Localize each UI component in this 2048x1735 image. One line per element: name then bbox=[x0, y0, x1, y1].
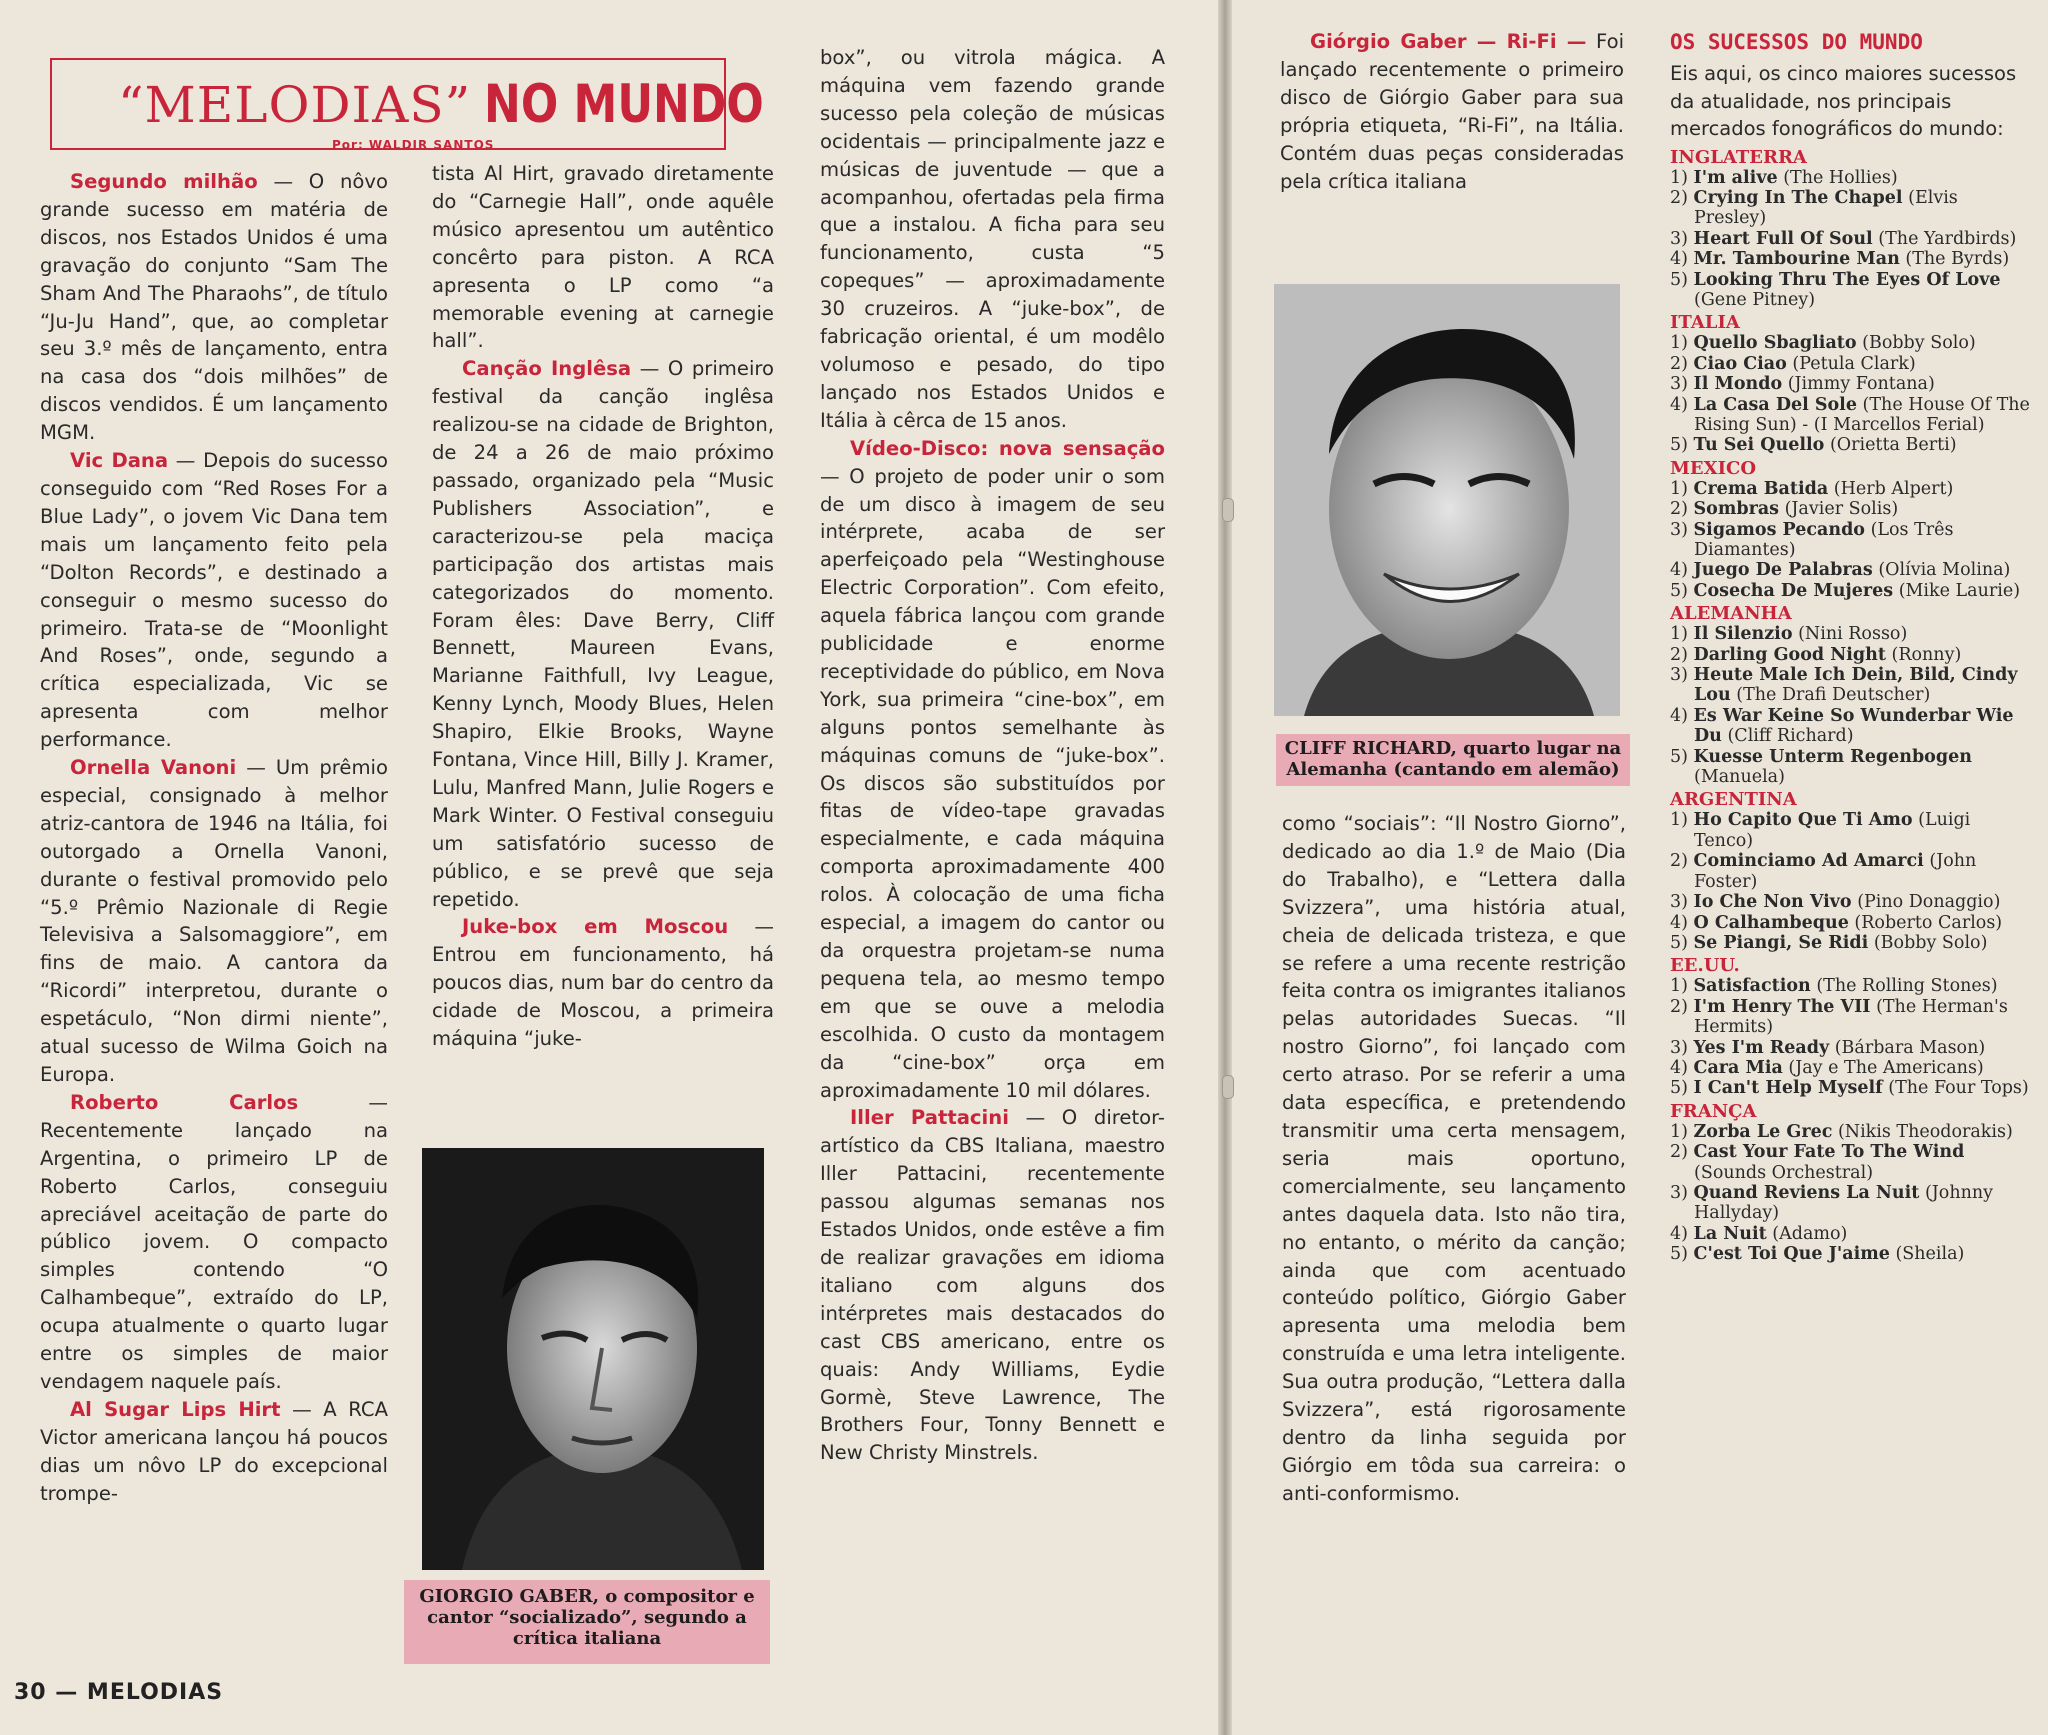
paragraph-heading: Vídeo-Disco: nova sensação bbox=[850, 436, 1165, 460]
article-paragraph bbox=[40, 1089, 388, 1396]
portrait-illustration bbox=[1274, 284, 1620, 716]
paragraph-body: — Entrou em funcionamento, há poucos dias, num bar do centro da cidade de Moscou, a primeira máquina “juke- bbox=[432, 915, 774, 1051]
chart-entry bbox=[1670, 499, 2030, 519]
paragraph-heading: Giórgio Gaber — Ri-Fi — bbox=[1310, 30, 1587, 53]
entry-song: Cosecha De Mujeres bbox=[1693, 580, 1894, 601]
page-title-accent: NO MUNDO bbox=[484, 74, 764, 136]
entry-song: Sigamos Pecando bbox=[1693, 519, 1865, 540]
entry-artist: (Petula Clark) bbox=[1792, 353, 1916, 374]
entry-artist: (The Hollies) bbox=[1783, 167, 1898, 188]
paragraph-body: tista Al Hirt, gravado diretamente do “Carnegie Hall”, onde aquêle músico apresentou um autêntico concêrto para piston. A RCA apresenta o LP como “a memorable evening at carnegie hall”. bbox=[432, 162, 774, 353]
entry-song: La Casa Del Sole bbox=[1693, 394, 1857, 415]
entry-artist: (The House Of The Rising Sun) - (I Marcellos Ferial) bbox=[1694, 394, 2030, 435]
entry-rank: 5) bbox=[1670, 746, 1694, 767]
entry-rank: 4) bbox=[1670, 912, 1694, 933]
entry-rank: 3) bbox=[1670, 228, 1694, 249]
page-gutter bbox=[1218, 0, 1232, 1735]
entry-artist: (Pino Donaggio) bbox=[1857, 892, 2001, 913]
article-paragraph bbox=[432, 160, 774, 355]
page-footer: 30 — MELODIAS bbox=[14, 1680, 224, 1705]
entry-song: Juego De Palabras bbox=[1693, 560, 1873, 581]
chart-entry bbox=[1670, 1122, 2030, 1142]
entry-artist: (Orietta Berti) bbox=[1829, 435, 1957, 456]
entry-song: Darling Good Night bbox=[1693, 644, 1886, 665]
paragraph-body: — O projeto de poder unir o som de um disco à imagem de seu intérprete, acaba de ser aperfeiçoado pela “Westinghouse Electric Corporation”. Com efeito, aquela fábrica lançou com grande publicidade e enorme receptividade do público, em Nova York, sua primeira “cine-box”, em alguns pontos semelhante às máquinas comuns de “juke-box”. Os discos são substituídos por fitas de vídeo-tape gravadas especialmente, e cada máquina comporta aproximadamente 400 rolos. À colocação de uma ficha especial, a imagem do cantor ou da orquestra projetam-se numa pequena tela, ao mesmo tempo em que se ouve a melodia escolhida. O custo da montagem da “cine-box” orça em aproximadamente 10 mil dólares. bbox=[820, 464, 1165, 1102]
entry-rank: 4) bbox=[1670, 249, 1694, 270]
chart-entry bbox=[1670, 395, 2030, 436]
entry-rank: 1) bbox=[1670, 478, 1694, 499]
chart-entry bbox=[1670, 168, 2030, 188]
paragraph-body: — Um prêmio especial, consignado à melhor atriz-cantora de 1946 na Itália, foi outorgado a Ornella Vanoni, durante o festival promovido pelo “5.º Prêmio Nazionale di Regie Televisiva a Salsomaggiore”, em fins de maio. A cantora da “Ricordi” interpretou, durante o espetáculo, “Non dirmi niente”, atual sucesso de Wilma Goich na Europa. bbox=[40, 756, 388, 1086]
article-paragraph bbox=[40, 447, 388, 754]
page-title: “MELODIAS” bbox=[118, 76, 472, 134]
chart-entry bbox=[1670, 581, 2030, 601]
entry-artist: (Bobby Solo) bbox=[1862, 333, 1976, 354]
entry-song: Quand Reviens La Nuit bbox=[1693, 1182, 1920, 1203]
entry-artist: (The Yardbirds) bbox=[1878, 228, 2017, 249]
entry-artist: (Ronny) bbox=[1891, 644, 1962, 665]
entry-artist: (Sounds Orchestral) bbox=[1694, 1162, 1874, 1183]
entry-rank: 1) bbox=[1670, 167, 1694, 188]
entry-artist: (Elvis Presley) bbox=[1694, 187, 1958, 229]
paragraph-heading: Ornella Vanoni bbox=[70, 756, 237, 780]
entry-song: Se Piangi, Se Ridi bbox=[1693, 932, 1869, 953]
cliff-richard-photo bbox=[1274, 284, 1620, 716]
entry-rank: 1) bbox=[1670, 624, 1694, 645]
portrait-illustration bbox=[422, 1148, 764, 1570]
country-list bbox=[1670, 147, 2030, 1265]
entry-rank: 5) bbox=[1670, 435, 1694, 456]
entry-rank: 5) bbox=[1670, 1244, 1694, 1265]
cliff-photo-caption: CLIFF RICHARD, quarto lugar na Alemanha (cantando em alemão) bbox=[1276, 734, 1630, 786]
paragraph-body: Foi lançado recentemente o primeiro disco de Giórgio Gaber para sua própria etiqueta, “Ri-Fi”, na Itália. Contém duas peças consideradas pela crítica italiana bbox=[1280, 30, 1625, 193]
giorgio-gaber-photo bbox=[422, 1148, 764, 1570]
entry-rank: 4) bbox=[1670, 1223, 1694, 1244]
entry-song: Es War Keine So Wunderbar Wie Du bbox=[1693, 705, 2014, 747]
entry-song: Satisfaction bbox=[1693, 976, 1811, 997]
chart-entry bbox=[1670, 997, 2030, 1038]
chart-entry bbox=[1670, 249, 2030, 269]
entry-song: Crying In The Chapel bbox=[1693, 187, 1903, 208]
entry-song: Heute Male Ich Dein, Bild, Cindy Lou bbox=[1693, 665, 2018, 706]
entry-song: Heart Full Of Soul bbox=[1693, 228, 1873, 249]
entry-rank: 4) bbox=[1670, 705, 1694, 726]
entry-rank: 3) bbox=[1670, 374, 1694, 395]
entry-artist: (Bobby Solo) bbox=[1873, 932, 1988, 953]
paragraph-heading: Roberto Carlos bbox=[70, 1090, 299, 1114]
entry-rank: 4) bbox=[1670, 1057, 1694, 1078]
entry-artist: (Bárbara Mason) bbox=[1834, 1037, 1986, 1058]
entry-rank: 1) bbox=[1670, 333, 1694, 354]
paragraph-heading: Canção Inglêsa bbox=[462, 357, 632, 381]
article-paragraph bbox=[432, 913, 774, 1053]
entry-artist: (Nini Rosso) bbox=[1798, 624, 1908, 645]
chart-entry bbox=[1670, 374, 2030, 394]
chart-entry bbox=[1670, 333, 2030, 353]
paragraph-body: como “sociais”: “Il Nostro Giorno”, dedicado ao dia 1.º de Maio (Dia do Trabalho), e “Lettera dalla Svizzera”, uma história atual, cheia de delicada tristeza, e que se refere a uma recente restrição feita contra os imigrantes italianos pelas autoridades Suecas. “Il nostro Giorno”, foi lançado com certo atraso. Por se referir a uma data específica, e pretendendo transmitir uma certa mensagem, seria mais oportuno, comercialmente, seu lançamento antes daquela data. Isto não tira, no entanto, o mérito da canção; ainda que com acentuado conteúdo político, Giórgio Gaber apresenta uma melodia bem construída e uma letra inteligente. Sua outra produção, “Lettera dalla Svizzera”, está rigorosamente dentro da linha seguida por Giórgio em tôda sua carreira: o anti-conformismo. bbox=[1282, 812, 1626, 1505]
article-column-4-top bbox=[1280, 28, 1624, 195]
country-heading: INGLATERRA bbox=[1670, 146, 1807, 168]
entry-artist: (The Four Tops) bbox=[1888, 1078, 2029, 1099]
entry-artist: (Gene Pitney) bbox=[1694, 289, 1816, 310]
entry-rank: 3) bbox=[1670, 665, 1694, 686]
paragraph-heading: Segundo milhão bbox=[70, 170, 258, 193]
charts-heading: OS SUCESSOS DO MUNDO bbox=[1670, 30, 1923, 54]
entry-song: I Can't Help Myself bbox=[1693, 1078, 1883, 1099]
entry-song: Io Che Non Vivo bbox=[1693, 892, 1852, 913]
entry-song: Cominciamo Ad Amarci bbox=[1693, 851, 1924, 872]
entry-song: C'est Toi Que J'aime bbox=[1693, 1244, 1890, 1265]
paragraph-heading: Iller Pattacini bbox=[850, 1106, 1009, 1130]
entry-song: Zorba Le Grec bbox=[1693, 1121, 1833, 1142]
entry-rank: 2) bbox=[1670, 1142, 1694, 1163]
chart-entry bbox=[1670, 1142, 2030, 1183]
paragraph-heading: Juke-box em Moscou bbox=[462, 915, 729, 939]
entry-song: Cara Mia bbox=[1693, 1057, 1783, 1078]
entry-rank: 5) bbox=[1670, 1078, 1694, 1099]
chart-entry bbox=[1670, 560, 2030, 580]
entry-song: Il Mondo bbox=[1693, 374, 1783, 395]
chart-entry bbox=[1670, 913, 2030, 933]
chart-entry bbox=[1670, 354, 2030, 374]
entry-rank: 2) bbox=[1670, 851, 1694, 872]
paragraph-body: — Depois do sucesso conseguido com “Red Roses For a Blue Lady”, o jovem Vic Dana tem mais um lançamento feito pela “Dolton Records”, e destinado a conseguir o mesmo sucesso do primeiro. Trata-se de “Moonlight And Roses”, onde, segundo a crítica especializada, Vic se apresenta com melhor performance. bbox=[40, 449, 388, 752]
entry-rank: 2) bbox=[1670, 187, 1694, 208]
entry-rank: 2) bbox=[1670, 996, 1694, 1017]
chart-entry bbox=[1670, 747, 2030, 788]
article-paragraph bbox=[1282, 810, 1626, 1508]
chart-entry bbox=[1670, 1078, 2030, 1098]
entry-song: I'm alive bbox=[1693, 167, 1778, 188]
paragraph-body: box”, ou vitrola mágica. A máquina vem fazendo grande sucesso pela coleção de músicas ocidentais — principalmente jazz e músicas de juventude — que a acompanhou, ofertadas pela firma que a instalou. A ficha para seu funcionamento, custa “5 copeques” — aproximadamente 30 cruzeiros. A “juke-box”, de fabricação oriental, é um modêlo volumoso e pesado, do tipo lançado nos Estados Unidos e Itália à cêrca de 15 anos. bbox=[820, 46, 1165, 432]
article-column-2 bbox=[432, 160, 774, 1053]
chart-entry bbox=[1670, 624, 2030, 644]
chart-entry bbox=[1670, 665, 2030, 706]
country-heading: ARGENTINA bbox=[1670, 789, 1797, 811]
entry-song: Mr. Tambourine Man bbox=[1693, 249, 1900, 270]
entry-artist: (Jay e The Americans) bbox=[1788, 1057, 1984, 1078]
paragraph-heading: Vic Dana bbox=[70, 449, 169, 473]
chart-entry bbox=[1670, 188, 2030, 229]
entry-artist: (Johnny Hallyday) bbox=[1694, 1182, 1994, 1224]
entry-song: Yes I'm Ready bbox=[1693, 1037, 1830, 1058]
entry-rank: 5) bbox=[1670, 269, 1694, 290]
chart-entry bbox=[1670, 892, 2030, 912]
entry-artist: (Olívia Molina) bbox=[1878, 560, 2011, 581]
chart-entry bbox=[1670, 435, 2030, 455]
entry-rank: 3) bbox=[1670, 1037, 1694, 1058]
entry-artist: (Adamo) bbox=[1772, 1223, 1848, 1244]
entry-artist: (Herb Alpert) bbox=[1833, 478, 1954, 499]
entry-song: Quello Sbagliato bbox=[1693, 333, 1857, 354]
entry-rank: 4) bbox=[1670, 394, 1694, 415]
entry-rank: 2) bbox=[1670, 499, 1694, 520]
paragraph-body: — O nôvo grande sucesso em matéria de discos, nos Estados Unidos é uma gravação do conjunto “Sam The Sham And The Pharaohs”, de título “Ju-Ju Hand”, que, ao completar seu 3.º mês de lançamento, entra na casa dos “dois milhões” de discos vendidos. É um lançamento MGM. bbox=[40, 170, 388, 445]
chart-entry bbox=[1670, 851, 2030, 892]
entry-rank: 4) bbox=[1670, 560, 1694, 581]
binder-hole bbox=[1222, 498, 1234, 522]
entry-rank: 2) bbox=[1670, 353, 1694, 374]
chart-entry bbox=[1670, 1224, 2030, 1244]
entry-song: Ho Capito Que Ti Amo bbox=[1693, 810, 1913, 831]
entry-artist: (Cliff Richard) bbox=[1727, 726, 1854, 747]
chart-entry bbox=[1670, 270, 2030, 311]
chart-entry bbox=[1670, 976, 2030, 996]
chart-entry bbox=[1670, 520, 2030, 561]
entry-artist: (John Foster) bbox=[1694, 851, 1977, 892]
entry-song: Kuesse Unterm Regenbogen bbox=[1693, 746, 1972, 767]
article-paragraph bbox=[820, 435, 1165, 1105]
chart-entry bbox=[1670, 229, 2030, 249]
paragraph-body: — O diretor-artístico da CBS Italiana, maestro Iller Pattacini, recentemente passou algumas semanas nos Estados Unidos, onde estêve a fim de realizar gravações em idioma italiano com alguns dos intérpretes mais destacados do cast CBS americano, entre os quais: Andy Williams, Eydie Gormè, Steve Lawrence, The Brothers Four, Tonny Bennett e New Christy Minstrels. bbox=[820, 1106, 1165, 1465]
entry-artist: (Luigi Tenco) bbox=[1694, 810, 1971, 851]
entry-song: Il Silenzio bbox=[1693, 624, 1793, 645]
entry-rank: 1) bbox=[1670, 1121, 1694, 1142]
paragraph-body: — Recentemente lançado na Argentina, o primeiro LP de Roberto Carlos, conseguiu apreciável aceitação de parte do público jovem. O compacto simples contendo “O Calhambeque”, extraído do LP, ocupa atualmente o quarto lugar entre os simples de maior vendagem naquele país. bbox=[40, 1090, 389, 1393]
entry-rank: 1) bbox=[1670, 810, 1694, 831]
charts-intro: Eis aqui, os cinco maiores sucessos da atualidade, nos principais mercados fonográficos do mundo: bbox=[1670, 62, 2017, 140]
entry-rank: 3) bbox=[1670, 892, 1694, 913]
paragraph-body: — A RCA Victor americana lançou há poucos dias um nôvo LP do excepcional trompe- bbox=[40, 1397, 388, 1505]
country-heading: MEXICO bbox=[1670, 457, 1757, 479]
entry-artist: (The Drafi Deutscher) bbox=[1736, 685, 1931, 706]
chart-entry bbox=[1670, 1244, 2030, 1264]
entry-song: Sombras bbox=[1693, 499, 1780, 520]
article-column-3 bbox=[820, 44, 1165, 1467]
entry-artist: (The Herman's Hermits) bbox=[1694, 996, 2008, 1038]
entry-rank: 5) bbox=[1670, 932, 1694, 953]
entry-artist: (Los Três Diamantes) bbox=[1694, 519, 1954, 560]
article-paragraph bbox=[820, 44, 1165, 435]
article-column-1 bbox=[40, 168, 388, 1508]
entry-artist: (Roberto Carlos) bbox=[1854, 912, 2003, 933]
chart-entry bbox=[1670, 1038, 2030, 1058]
entry-artist: (Mike Laurie) bbox=[1898, 580, 2021, 601]
entry-song: Cast Your Fate To The Wind bbox=[1693, 1142, 1965, 1163]
byline: Por: WALDIR SANTOS bbox=[332, 138, 495, 152]
article-column-4-bottom bbox=[1282, 810, 1626, 1508]
entry-song: Looking Thru The Eyes Of Love bbox=[1693, 269, 2001, 290]
chart-entry bbox=[1670, 1058, 2030, 1078]
entry-artist: (Jimmy Fontana) bbox=[1787, 374, 1935, 395]
entry-rank: 3) bbox=[1670, 519, 1694, 540]
entry-artist: (Javier Solis) bbox=[1784, 499, 1899, 520]
country-heading: FRANÇA bbox=[1670, 1100, 1757, 1122]
country-heading: ALEMANHA bbox=[1670, 603, 1792, 625]
chart-entry bbox=[1670, 645, 2030, 665]
paragraph-heading: Al Sugar Lips Hirt bbox=[70, 1397, 281, 1421]
entry-rank: 2) bbox=[1670, 644, 1694, 665]
chart-entry bbox=[1670, 1183, 2030, 1224]
entry-song: Crema Batida bbox=[1693, 478, 1829, 499]
chart-entry bbox=[1670, 933, 2030, 953]
world-hits-chart bbox=[1670, 30, 2030, 1265]
binder-hole bbox=[1222, 1075, 1234, 1099]
country-heading: EE.UU. bbox=[1670, 955, 1740, 977]
chart-entry bbox=[1670, 810, 2030, 851]
entry-artist: (The Rolling Stones) bbox=[1816, 976, 1998, 997]
article-paragraph bbox=[1280, 28, 1624, 195]
article-paragraph bbox=[432, 355, 774, 913]
entry-rank: 1) bbox=[1670, 976, 1694, 997]
article-paragraph bbox=[40, 168, 388, 447]
entry-song: O Calhambeque bbox=[1693, 912, 1849, 933]
chart-entry bbox=[1670, 706, 2030, 747]
article-paragraph bbox=[40, 754, 388, 1089]
country-heading: ITALIA bbox=[1670, 312, 1740, 334]
entry-artist: (The Byrds) bbox=[1905, 249, 2010, 270]
entry-rank: 5) bbox=[1670, 580, 1694, 601]
chart-entry bbox=[1670, 479, 2030, 499]
entry-artist: (Manuela) bbox=[1694, 767, 1785, 788]
entry-song: Ciao Ciao bbox=[1693, 353, 1787, 374]
entry-song: La Nuit bbox=[1693, 1223, 1767, 1244]
paragraph-body: — O primeiro festival da canção inglêsa realizou-se na cidade de Brighton, de 24 a 26 de maio próximo passado, organizado pela “Music Publishers Association”, e caracterizou-se pela maciça participação dos artistas mais categorizados do momento. Foram êles: Dave Berry, Cliff Bennett, Maureen Evans, Marianne Faithfull, Ivy League, Kenny Lynch, Moody Blues, Helen Shapiro, Elkie Brooks, Wayne Fontana, Vince Hill, Billy J. Kramer, Lulu, Manfred Mann, Julie Rogers e Mark Winter. O Festival conseguiu um satisfatório sucesso de público, e se prevê que seja repetido. bbox=[432, 357, 775, 911]
entry-artist: (Sheila) bbox=[1895, 1244, 1965, 1265]
entry-song: Tu Sei Quello bbox=[1693, 435, 1825, 456]
article-paragraph bbox=[40, 1396, 388, 1508]
gaber-photo-caption: GIORGIO GABER, o compositor e cantor “socializado”, segundo a crítica italiana bbox=[404, 1580, 770, 1664]
entry-song: I'm Henry The VII bbox=[1693, 996, 1871, 1017]
entry-artist: (Nikis Theodorakis) bbox=[1837, 1121, 2013, 1142]
entry-rank: 3) bbox=[1670, 1182, 1694, 1203]
article-paragraph bbox=[820, 1104, 1165, 1467]
title-box bbox=[50, 58, 764, 150]
